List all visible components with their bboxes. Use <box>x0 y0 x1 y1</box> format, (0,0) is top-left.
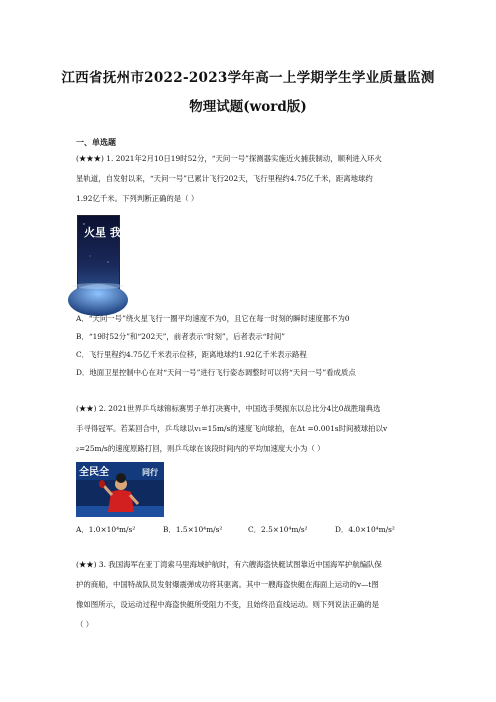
question-3-line-1: (★★) 3. 我国海军在亚丁湾索马里海域护航时，有六艘海盗快艇试图靠近中国海军护航编队保 <box>76 560 382 569</box>
table-tennis-photo <box>76 462 164 517</box>
question-2-option-a: A．1.0×10⁴m/s² <box>76 525 136 534</box>
banner-text-left: 全民全 <box>79 467 109 478</box>
question-1-line-3: 1.92亿千米。下列判断正确的是（ ） <box>76 194 199 203</box>
question-3-line-2: 护的商船，中国特战队员发射爆震弹成功将其驱离。其中一艘海盗快艇在海面上运动的v—t图 <box>76 580 379 589</box>
question-1-line-1: (★★★) 1. 2021年2月10日19时52分，“天问一号”探测器实施近火捕获制动，顺利进入环火 <box>76 154 382 163</box>
question-2-option-c: C．2.5×10⁴m/s² <box>248 525 308 534</box>
poster-text: 火星 我来了 <box>84 226 143 239</box>
question-1-line-2: 星轨道，自发射以来，“天问一号”已累计飞行202天，飞行里程约4.75亿千米，距离地球约 <box>76 174 373 183</box>
question-2-line-1: (★★) 2. 2021世界乒乓球锦标赛男子单打决赛中，中国选手樊振东以总比分4比0战胜瑞典选 <box>76 404 381 413</box>
banner-text-right: 同行 <box>142 468 158 477</box>
document-subtitle: 物理试题(word版) <box>189 99 307 115</box>
question-2-line-3: ₂=25m/s的速度原路打回，则乒乓球在该段时间内的平均加速度大小为（ ） <box>76 444 325 453</box>
question-2-option-d: D．4.0×10⁴m/s² <box>335 525 395 534</box>
question-2-line-2: 手寻得冠军。若某回合中，乒乓球以v₁=15m/s的速度飞向球拍，在Δt =0.001s时间被球拍以v <box>76 424 388 433</box>
question-1-option-c: C．飞行里程约4.75亿千米表示位移，距离地球约1.92亿千米表示路程 <box>76 350 307 359</box>
question-1-option-a: A．“天问一号”绕火星飞行一圈平均速度不为0，且它在每一时刻的瞬时速度都不为0 <box>76 314 350 323</box>
section-heading: 一、单选题 <box>76 137 116 147</box>
document-title: 江西省抚州市2022-2023学年高一上学期学生学业质量监测 <box>61 70 435 86</box>
mars-poster-image <box>77 215 143 301</box>
question-1-option-b: B．“19时52分”和“202天”，前者表示“时刻”，后者表示“时间” <box>76 332 285 341</box>
question-2-option-b: B．1.5×10⁴m/s² <box>163 525 223 534</box>
question-3-line-4: （ ） <box>76 620 94 629</box>
question-3-line-3: 像如图所示，设运动过程中海盗快艇所受阻力不变，且始终沿直线运动。则下列说法正确的是 <box>76 600 380 609</box>
question-1-option-d: D．地面卫星控制中心在对“天问一号”进行飞行姿态调整时可以将“天问一号”看成质点 <box>76 368 356 377</box>
